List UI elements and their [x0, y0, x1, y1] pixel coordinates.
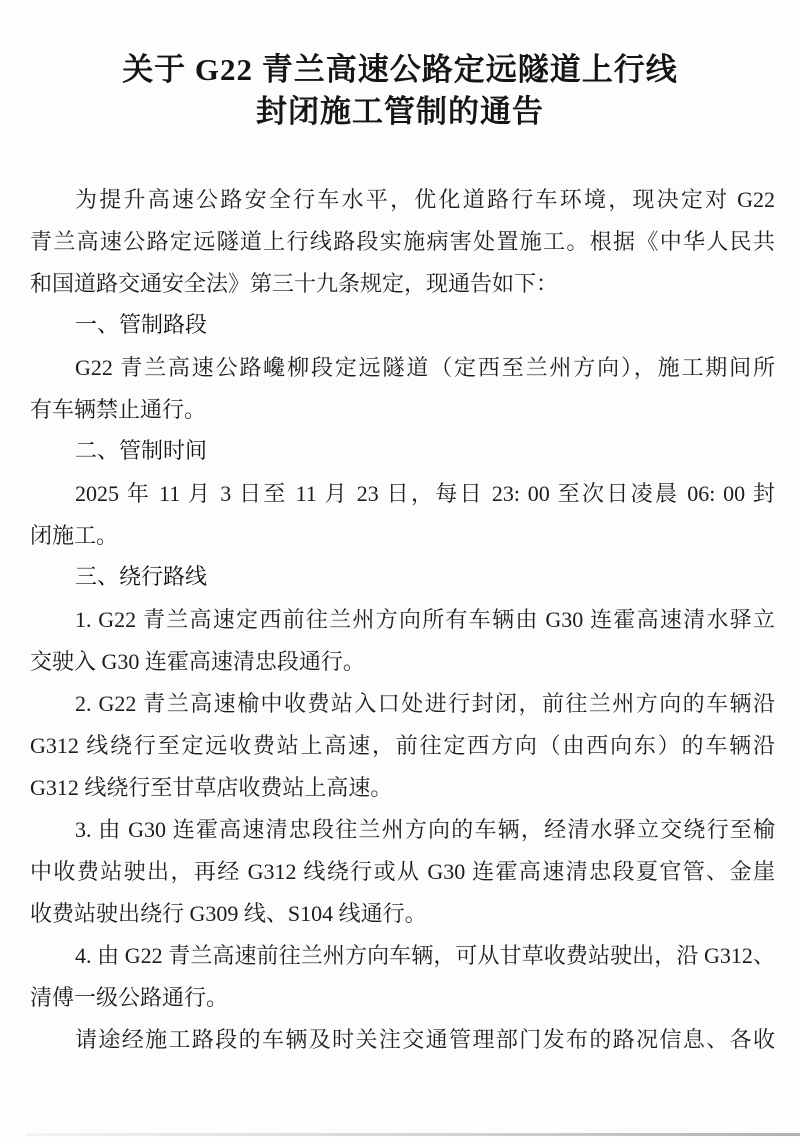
- scan-bottom-edge: [26, 1133, 800, 1136]
- detour-item-3-line-2: 中收费站驶出，再经 G312 线绕行或从 G30 连霍高速清忠段夏官管、金崖: [30, 859, 775, 884]
- section-heading-detour-routes: 三、绕行路线: [75, 565, 208, 590]
- section-heading-control-segment: 一、管制路段: [75, 313, 208, 338]
- control-segment-paragraph: [30, 347, 775, 431]
- detour-item-4: [30, 935, 775, 1019]
- detour-item-2-line-3: G312 线绕行至甘草店收费站上高速。: [30, 775, 393, 800]
- title-line-1: 关于 G22 青兰高速公路定远隧道上行线: [122, 52, 678, 87]
- detour-item-1-line-1: 1. G22 青兰高速定西前往兰州方向所有车辆由 G30 连霍高速清水驿立: [75, 607, 775, 632]
- control-time-line-2: 闭施工。: [30, 523, 119, 548]
- detour-item-3-line-3: 收费站驶出绕行 G309 线、S104 线通行。: [30, 901, 427, 926]
- control-time-paragraph: [30, 473, 775, 557]
- control-segment-line-1: G22 青兰高速公路巉柳段定远隧道（定西至兰州方向），施工期间所: [75, 355, 775, 380]
- detour-item-1-line-2: 交驶入 G30 连霍高速清忠段通行。: [30, 649, 365, 674]
- detour-item-3: [30, 809, 775, 935]
- closing-paragraph: [30, 1019, 775, 1061]
- intro-line-3: 和国道路交通安全法》第三十九条规定，现通告如下：: [30, 271, 559, 296]
- detour-item-2: [30, 683, 775, 809]
- detour-item-2-line-1: 2. G22 青兰高速榆中收费站入口处进行封闭，前往兰州方向的车辆沿: [75, 691, 775, 716]
- control-segment-line-2: 有车辆禁止通行。: [30, 397, 207, 422]
- notice-body: [30, 179, 775, 1061]
- detour-item-4-line-1: 4. 由 G22 青兰高速前往兰州方向车辆，可从甘草收费站驶出，沿 G312、: [75, 943, 775, 968]
- intro-line-2: 青兰高速公路定远隧道上行线路段实施病害处置施工。根据《中华人民共: [30, 229, 775, 254]
- control-time-line-1: 2025 年 11 月 3 日至 11 月 23 日，每日 23: 00 至次日凌晨 06: 00 封: [75, 481, 775, 506]
- intro-paragraph: [30, 179, 775, 305]
- section-heading-control-time: 二、管制时间: [75, 439, 208, 464]
- notice-title: [0, 49, 800, 133]
- closing-line-1: 请途经施工路段的车辆及时关注交通管理部门发布的路况信息、各收: [75, 1027, 775, 1052]
- detour-item-3-line-1: 3. 由 G30 连霍高速清忠段往兰州方向的车辆，经清水驿立交绕行至榆: [75, 817, 775, 842]
- detour-item-1: [30, 599, 775, 683]
- detour-item-4-line-2: 清傅一级公路通行。: [30, 985, 229, 1010]
- detour-item-2-line-2: G312 线绕行至定远收费站上高速，前往定西方向（由西向东）的车辆沿: [30, 733, 775, 758]
- intro-line-1: 为提升高速公路安全行车水平，优化道路行车环境，现决定对 G22: [75, 187, 775, 212]
- title-line-2: 封闭施工管制的通告: [256, 94, 544, 129]
